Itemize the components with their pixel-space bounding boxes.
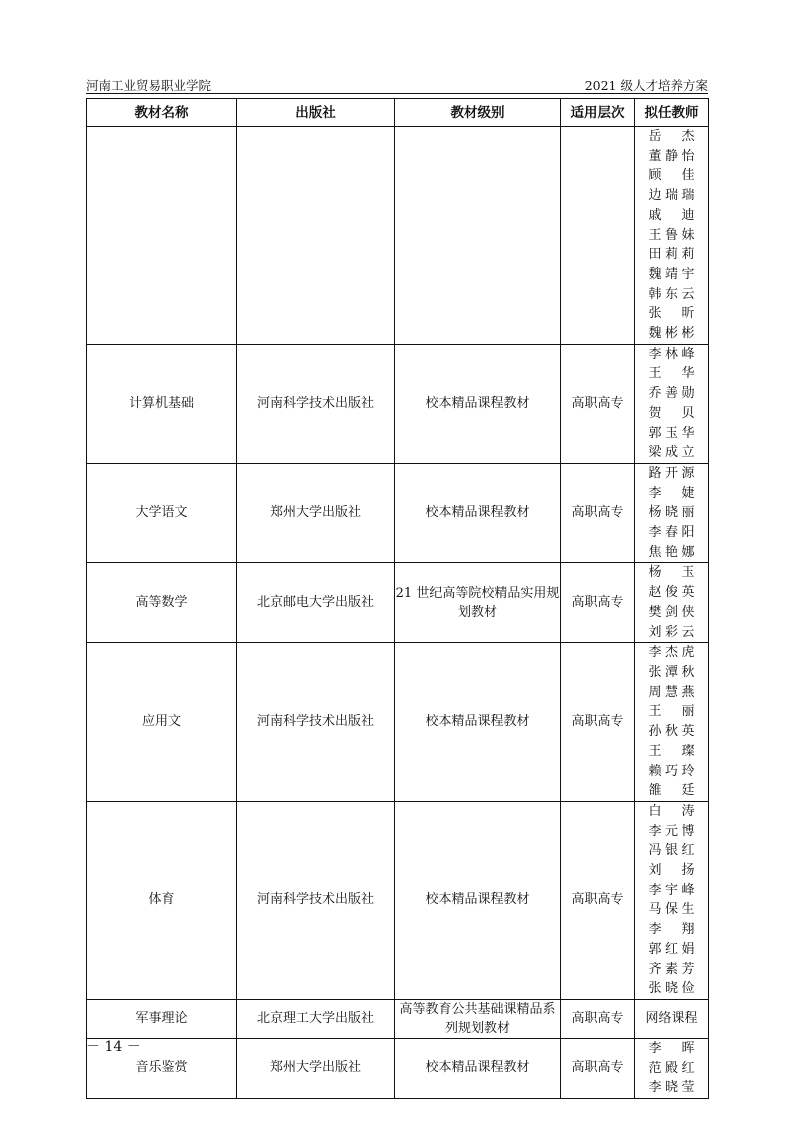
teacher-name: 雒 廷 [648, 783, 695, 799]
table-row [87, 463, 709, 563]
textbook-level-text: 校本精品课程教材 [425, 892, 530, 908]
teachers-cell [635, 127, 709, 345]
publisher-cell: 北京邮电大学出版社 [237, 563, 395, 643]
teachers-cell [635, 801, 709, 999]
column-header-teachers: 拟任教师 [635, 99, 709, 127]
teachers-cell [635, 563, 709, 643]
table-row [87, 127, 709, 345]
textbook-level-text: 校本精品课程教材 [425, 505, 530, 521]
applicable-tier-cell: 高职高专 [561, 563, 635, 643]
applicable-tier-cell: 高职高专 [561, 801, 635, 999]
textbook-level-text: 校本精品课程教材 [425, 1060, 530, 1076]
column-header-publisher: 出版社 [237, 99, 395, 127]
table-row [87, 1038, 709, 1098]
teacher-name: 赵俊英 [648, 585, 695, 601]
teacher-name: 李 翔 [648, 922, 695, 938]
textbook-level-cell [395, 127, 561, 345]
applicable-tier-cell: 高职高专 [561, 1038, 635, 1098]
teacher-name: 李林峰 [648, 346, 695, 362]
teacher-name: 周慧燕 [648, 684, 695, 700]
textbook-table [86, 98, 709, 1099]
teachers-cell [635, 344, 709, 463]
teacher-name: 李元博 [648, 823, 695, 839]
textbook-name-cell: 高等数学 [87, 563, 237, 643]
teacher-name: 马保生 [648, 902, 695, 918]
teacher-name: 戚 迪 [648, 207, 695, 223]
textbook-level-cell [395, 563, 561, 643]
textbook-level-cell [395, 801, 561, 999]
textbook-level-text: 21 世纪高等院校精品实用规划教材 [395, 585, 560, 620]
teacher-name: 赖巧玲 [648, 763, 695, 779]
teacher-name: 李晓莹 [648, 1080, 695, 1096]
teacher-name: 王 璨 [648, 743, 695, 759]
teacher-name: 杨 玉 [648, 565, 695, 581]
teacher-name: 冯银红 [648, 843, 695, 859]
teacher-name: 李宇峰 [648, 882, 695, 898]
textbook-name-cell: 大学语文 [87, 463, 237, 563]
teacher-name: 齐素芳 [648, 961, 695, 977]
teacher-name: 郭玉华 [648, 425, 695, 441]
publisher-cell [237, 127, 395, 345]
teacher-name: 韩东云 [648, 286, 695, 302]
teachers-cell [635, 643, 709, 802]
teacher-name: 樊剑侠 [648, 604, 695, 620]
textbook-level-cell [395, 463, 561, 563]
textbook-level-cell [395, 999, 561, 1038]
teacher-name: 网络课程 [645, 1010, 698, 1026]
page-number: － 14 － [86, 1039, 141, 1055]
teacher-name: 焦艳娜 [648, 544, 695, 560]
teachers-cell [635, 463, 709, 563]
publisher-cell: 河南科学技术出版社 [237, 801, 395, 999]
table-row [87, 643, 709, 802]
table-row [87, 563, 709, 643]
document-title: 2021 级人才培养方案 [584, 78, 708, 93]
teacher-name: 范殿红 [648, 1060, 695, 1076]
publisher-cell: 郑州大学出版社 [237, 1038, 395, 1098]
teacher-name: 王鲁妹 [648, 227, 695, 243]
teacher-name: 田莉莉 [648, 247, 695, 263]
column-header-textbook-name: 教材名称 [87, 99, 237, 127]
table-row [87, 801, 709, 999]
textbook-name-cell: 应用文 [87, 643, 237, 802]
teacher-name: 李杰虎 [648, 645, 695, 661]
teacher-name: 李 婕 [648, 485, 695, 501]
table-row [87, 344, 709, 463]
column-header-textbook-level: 教材级别 [395, 99, 561, 127]
teacher-name: 乔善勋 [648, 386, 695, 402]
teacher-name: 梁成立 [648, 445, 695, 461]
institution-name: 河南工业贸易职业学院 [86, 78, 212, 93]
teacher-name: 李春阳 [648, 525, 695, 541]
teacher-name: 刘彩云 [648, 624, 695, 640]
applicable-tier-cell: 高职高专 [561, 344, 635, 463]
teacher-name: 刘 扬 [648, 863, 695, 879]
textbook-name-cell: 计算机基础 [87, 344, 237, 463]
teacher-name: 孙秋英 [648, 724, 695, 740]
teacher-name: 杨晓丽 [648, 505, 695, 521]
teacher-name: 顾 佳 [648, 168, 695, 184]
textbook-level-text: 高等教育公共基础课精品系列规划教材 [399, 1001, 556, 1036]
textbook-name-cell [87, 127, 237, 345]
textbook-level-cell [395, 344, 561, 463]
page-header [86, 74, 708, 94]
teacher-name: 边瑞瑞 [648, 188, 695, 204]
applicable-tier-cell: 高职高专 [561, 463, 635, 563]
textbook-level-text: 校本精品课程教材 [425, 395, 530, 411]
column-header-applicable-tier: 适用层次 [561, 99, 635, 127]
teacher-name: 路开源 [648, 465, 695, 481]
teacher-name: 王 华 [648, 366, 695, 382]
textbook-name-cell: 音乐鉴赏 [87, 1038, 237, 1098]
textbook-level-text: 校本精品课程教材 [425, 714, 530, 730]
teacher-name: 郭红娟 [648, 941, 695, 957]
applicable-tier-cell: 高职高专 [561, 999, 635, 1038]
applicable-tier-cell: 高职高专 [561, 643, 635, 802]
publisher-cell: 郑州大学出版社 [237, 463, 395, 563]
textbook-name-cell: 体育 [87, 801, 237, 999]
textbook-level-cell [395, 1038, 561, 1098]
teacher-name: 白 涛 [648, 803, 695, 819]
teacher-name: 王 丽 [648, 704, 695, 720]
teachers-cell [635, 999, 709, 1038]
textbook-name-cell: 军事理论 [87, 999, 237, 1038]
textbook-level-cell [395, 643, 561, 802]
teacher-name: 张 昕 [648, 306, 695, 322]
teachers-cell [635, 1038, 709, 1098]
header-divider [86, 93, 708, 94]
table-row [87, 999, 709, 1038]
teacher-name: 魏靖宇 [648, 266, 695, 282]
teacher-name: 张潭秋 [648, 664, 695, 680]
publisher-cell: 河南科学技术出版社 [237, 643, 395, 802]
teacher-name: 魏彬彬 [648, 326, 695, 342]
teacher-name: 李 晖 [648, 1040, 695, 1056]
table-header-row [87, 99, 709, 127]
teacher-name: 张晓俭 [648, 981, 695, 997]
publisher-cell: 河南科学技术出版社 [237, 344, 395, 463]
teacher-name: 贺 贝 [648, 405, 695, 421]
applicable-tier-cell [561, 127, 635, 345]
publisher-cell: 北京理工大学出版社 [237, 999, 395, 1038]
teacher-name: 岳 杰 [648, 129, 695, 144]
teacher-name: 董静怡 [648, 148, 695, 164]
